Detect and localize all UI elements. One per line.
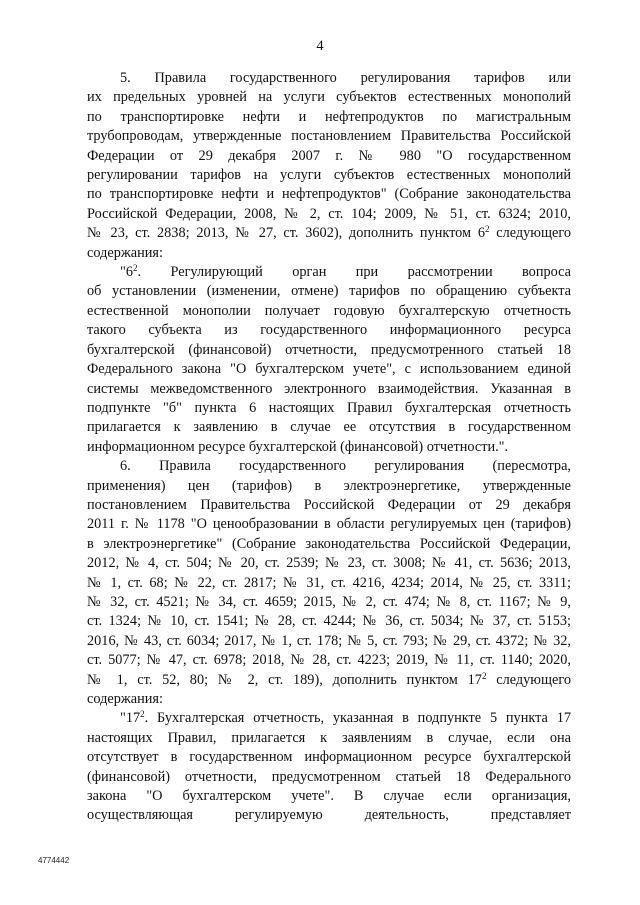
text-line [87,321,571,340]
superscript: 2 [140,709,145,720]
text-line [87,263,571,282]
text-line [87,651,571,670]
line-text: прилагается к заявлению в случае ее отсутствия в государственном [87,419,571,436]
line-text: № 32, ст. 4521; № 34, ст. 4659; 2015, № 2, ст. 474; № 8, ст. 1167; № 9, [87,593,571,610]
line-text: 2016, № 43, ст. 6034; 2017, № 1, ст. 178; № 5, ст. 793; № 29, ст. 4372; № 32, [87,632,571,649]
document-body [87,69,571,826]
line-text: содержания: [87,691,163,707]
text-line [87,166,571,185]
text-line [87,244,571,263]
line-text: 5. Правила государственного регулирования тарифов или [120,70,571,86]
line-text: "6 [120,264,133,281]
text-line [87,69,571,88]
text-line [87,671,571,690]
line-text: ст. 1324; № 10, ст. 1541; № 28, ст. 4244; № 36, ст. 5034; № 37, ст. 5153; [87,613,571,630]
text-line [87,748,571,767]
line-text: применения) цен (тарифов) в электроэнергетике, утвержденные [87,477,571,494]
text-line [87,457,571,476]
text-line [87,729,571,748]
line-text: их предельных уровней на услуги субъектов естественных монополий [87,89,571,106]
text-line [87,535,571,554]
text-line [87,380,571,399]
line-text: информационном ресурсе бухгалтерской (финансовой) отчетности.". [87,438,509,455]
text-line [87,554,571,573]
line-text: отсутствует в государственном информационном ресурсе бухгалтерской [87,749,571,766]
text-line [87,496,571,515]
text-line [87,108,571,127]
text-line [87,205,571,224]
line-text: такого субъекта из государственного информационного ресурса [87,322,571,339]
text-line [87,787,571,806]
text-line [87,341,571,360]
text-line [87,612,571,631]
text-line [87,224,571,243]
line-text: № 1, ст. 52, 80; № 2, ст. 189), дополнить пунктом 17 [87,671,482,688]
line-text: закона "О бухгалтерском учете". В случае если организация, [87,788,571,805]
line-text: "17 [120,710,141,727]
text-line [87,477,571,496]
line-text: Федерации от 29 декабря 2007 г. № 980 "О государственном [87,147,571,164]
line-text: 2011 г. № 1178 "О ценообразовании в области регулируемых цен (тарифов) [87,516,571,533]
line-text-continued: следующего [486,671,571,688]
page-number: 4 [316,38,324,54]
line-text: (финансовой) отчетности, предусмотренном статьей 18 Федерального [87,768,571,785]
superscript: 2 [485,224,490,235]
line-text: подпункте "б" пункта 6 настоящих Правил бухгалтерская отчетность [87,399,571,416]
line-text-continued: . Бухгалтерская отчетность, указанная в подпункте 5 пункта 17 [144,710,571,727]
text-line [87,690,571,709]
line-text: 6. Правила государственного регулирования (пересмотра, [120,458,571,475]
line-text: настоящих Правил, прилагается к заявлениям в случае, если она [87,729,571,746]
text-line [87,438,571,457]
document-code: 4774442 [38,856,70,865]
line-text: естественной монополии получает годовую бухгалтерскую отчетность [87,302,571,319]
line-text: № 1, ст. 68; № 22, ст. 2817; № 31, ст. 4216, 4234; 2014, № 25, ст. 3311; [87,574,571,591]
line-text-continued: следующего [489,225,571,242]
line-text: по транспортировке нефти и нефтепродуктов" (Собрание законодательства [87,186,571,203]
line-text: бухгалтерской (финансовой) отчетности, предусмотренного статьей 18 [87,341,571,358]
line-text: в электроэнергетике" (Собрание законодательства Российской Федерации, [87,535,571,552]
line-text: по транспортировке нефти и нефтепродуктов по магистральным [87,108,571,125]
text-line [87,88,571,107]
text-line [87,127,571,146]
line-text: Российской Федерации, 2008, № 2, ст. 104; 2009, № 51, ст. 6324; 2010, [87,205,571,222]
line-text: № 23, ст. 2838; 2013, № 27, ст. 3602), дополнить пунктом 6 [87,225,485,242]
text-line [87,593,571,612]
text-line [87,282,571,301]
line-text: трубопроводам, утвержденные постановлением Правительства Российской [87,128,571,145]
line-text: Федерального закона "О бухгалтерском учете", с использованием единой [87,361,571,378]
superscript: 2 [133,263,138,274]
line-text: об установлении (изменении, отмене) тарифов по обращению субъекта [87,283,571,300]
text-line [87,185,571,204]
text-line [87,632,571,651]
line-text: ст. 5077; № 47, ст. 6978; 2018, № 28, ст. 4223; 2019, № 11, ст. 1140; 2020, [87,652,571,669]
text-line [87,147,571,166]
line-text-continued: . Регулирующий орган при рассмотрении вопроса [137,264,571,281]
superscript: 2 [481,670,487,681]
line-text: постановлением Правительства Российской Федерации от 29 декабря [87,496,571,513]
text-line [87,360,571,379]
line-text: осуществляющая регулируемую деятельность, представляет [87,807,571,824]
text-line [87,515,571,534]
text-line [87,574,571,593]
text-line [87,806,571,825]
line-text: содержания: [87,244,163,261]
text-line [87,768,571,787]
text-line [87,302,571,321]
text-line [87,418,571,437]
line-text: 2012, № 4, ст. 504; № 20, ст. 2539; № 23, ст. 3008; № 41, ст. 5636; 2013, [87,555,571,572]
text-line [87,709,571,728]
line-text: системы межведомственного электронного взаимодействия. Указанная в [87,380,571,397]
text-line [87,399,571,418]
line-text: регулировании тарифов на услуги субъектов естественных монополий [87,167,571,184]
